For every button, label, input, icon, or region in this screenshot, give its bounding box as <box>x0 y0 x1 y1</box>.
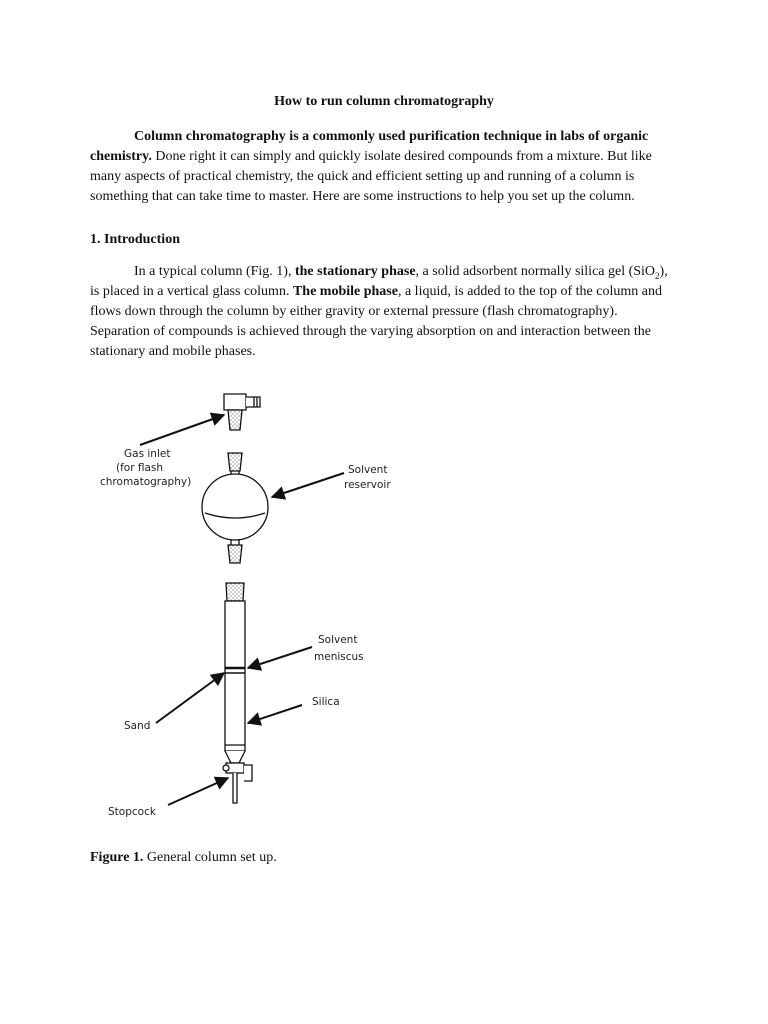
subscript-2: 2 <box>655 270 660 281</box>
label-sand: Sand <box>124 720 151 732</box>
reservoir-top-joint <box>228 453 242 471</box>
label-silica: Silica <box>312 696 340 708</box>
label-gas-inlet-line2: (for flash <box>116 462 164 474</box>
arrow-gas-inlet <box>140 415 224 445</box>
gas-inlet-adapter <box>224 394 260 430</box>
caption-text: General column set up. <box>143 850 277 865</box>
arrow-stopcock <box>168 778 228 805</box>
glass-column <box>225 583 245 763</box>
label-solvent-meniscus-line2: meniscus <box>314 651 364 663</box>
figure-caption <box>90 850 277 866</box>
label-gas-inlet-line1: Gas inlet <box>124 448 171 460</box>
intro-rest: Done right it can simply and quickly isolate desired compounds from a mixture. But like many aspects of practical chemistry, the quick and efficient setting up and running of a column is something that can take time to master. Here are some instructions to help you set up the column. <box>90 149 652 204</box>
arrow-solvent-reservoir <box>272 473 344 497</box>
arrow-sand <box>156 673 224 723</box>
introduction-paragraph <box>90 262 680 362</box>
label-solvent-reservoir-line2: reservoir <box>344 479 391 491</box>
text-segment: In a typical column (Fig. 1), <box>134 264 295 279</box>
text-segment: , a liquid, is added to the top of the column and flows down through the column by either gravity or external pressure (flash chromatography). Separation of compounds is achieved through the varying absorption on and interaction between the stationary and mobile phases. <box>90 284 662 359</box>
column-diagram <box>100 385 440 825</box>
label-stopcock: Stopcock <box>108 806 156 818</box>
mobile-phase-term: The mobile phase <box>292 284 398 299</box>
text-segment: , a solid adsorbent normally silica gel (SiO <box>415 264 656 279</box>
caption-bold: Figure 1. <box>90 850 144 865</box>
document-title: How to run column chromatography <box>274 94 494 109</box>
section-heading-introduction: 1. Introduction <box>90 232 180 247</box>
arrow-solvent-meniscus <box>248 647 312 668</box>
stationary-phase-term: the stationary phase <box>294 264 416 279</box>
text-segment: ), is placed in a vertical glass column. <box>90 264 668 299</box>
intro-bold-lead: Column chromatography is a commonly used purification technique in labs of organic chemistry. <box>90 129 649 164</box>
stopcock <box>223 763 252 803</box>
label-solvent-meniscus-line1: Solvent <box>318 634 358 646</box>
solvent-reservoir-bulb <box>202 471 268 563</box>
intro-paragraph <box>90 127 680 207</box>
column-setup-figure <box>100 385 440 825</box>
label-solvent-reservoir-line1: Solvent <box>348 464 388 476</box>
label-gas-inlet-line3: chromatography) <box>100 476 192 488</box>
arrow-silica <box>248 705 302 723</box>
